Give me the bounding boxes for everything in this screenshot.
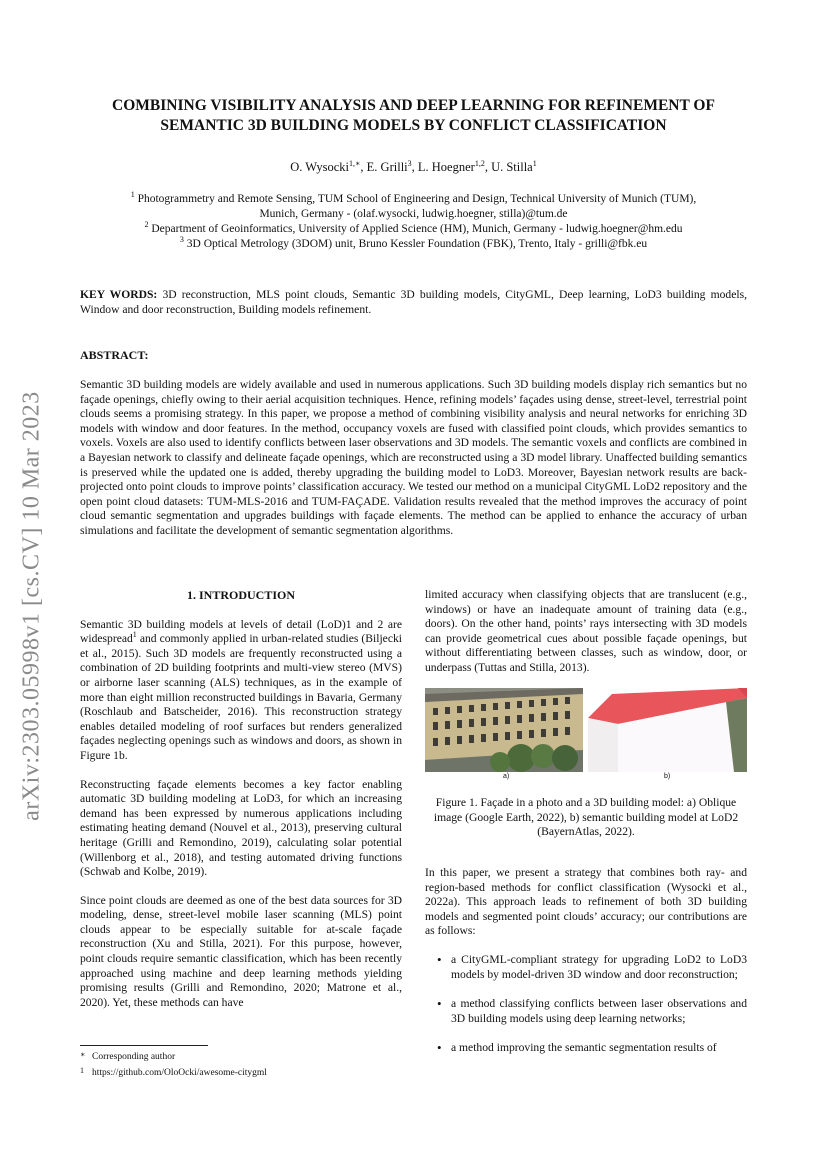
- list-item: • a CityGML-compliant strategy for upgrading LoD2 to LoD3 models by model-driven 3D window and door reconstruction;: [425, 953, 747, 982]
- figure-label-b: b): [664, 773, 671, 780]
- keywords-text: 3D reconstruction, MLS point clouds, Semantic 3D building models, CityGML, Deep learning, LoD3 building models, Window and door reconstruction, Building models refinement.: [80, 288, 747, 316]
- affiliation-3: [80, 237, 747, 252]
- intro-p1-text-b: and commonly applied in urban-related studies (Biljecki et al., 2015). Such 3D models are frequently reconstructed using a combination of 2D building footprints and multi-view stereo (MVS) or airborne laser scanning (ALS) techniques, as in the example of more than eight million reconstructed buildings in Bavaria, Germany (Roschlaub and Batscheider, 2016). This reconstruction strategy enables detailed modeling of roof surfaces but renders generalized façades neglecting openings such as windows and doors, as shown in Figure 1b.: [80, 632, 402, 762]
- paper-title: [80, 96, 747, 136]
- intro-paragraph-2: Reconstructing façade elements becomes a key factor enabling automatic 3D building modeling at LoD3, for which an increasing demand has been expressed by numerous applications including estimating heating demand (Nouvel et al., 2013), preserving cultural heritage (Grilli and Remondino, 2019), calculating solar potential (Willenborg et al., 2018), and testing automated driving functions (Schwab and Kolbe, 2019).: [80, 777, 402, 879]
- footnote-1: [80, 1048, 402, 1064]
- abstract-heading: ABSTRACT:: [80, 348, 149, 362]
- author-3: L. Hoegner: [417, 160, 475, 174]
- affiliation-2-text: Department of Geoinformatics, University of Applied Science (HM), Munich, Germany - ludwig.hoegner@hm.edu: [151, 223, 683, 235]
- figure-label-a: a): [503, 773, 510, 780]
- author-4-affil: 1: [532, 159, 537, 168]
- title-line-2: SEMANTIC 3D BUILDING MODELS BY CONFLICT CLASSIFICATION: [160, 117, 667, 134]
- author-3-affil: 1,2: [474, 159, 485, 168]
- author-1-corresponding-mark: ∗: [354, 159, 361, 168]
- author-4: U. Stilla: [491, 160, 533, 174]
- author-2: E. Grilli: [366, 160, 408, 174]
- affiliation-1: [80, 192, 747, 207]
- list-item: • a method improving the semantic segmentation results of: [425, 1041, 747, 1056]
- figure-1-caption: Figure 1. Façade in a photo and a 3D building model: a) Oblique image (Google Earth, 2022), b) semantic building model at LoD2 (BayernAtlas, 2022).: [433, 796, 739, 839]
- affiliation-2-number: 2: [144, 220, 149, 229]
- footnote-ref-1: 1: [132, 630, 137, 640]
- oblique-photo-image: [425, 688, 583, 772]
- author-1: O. Wysocki: [290, 160, 349, 174]
- author-1-affil: 1,: [348, 159, 355, 168]
- footnote-divider: [80, 1045, 208, 1046]
- author-2-affil: 3: [407, 159, 412, 168]
- affiliation-1-line-2: Munich, Germany - (olaf.wysocki, ludwig.hoegner, stilla)@tum.de: [259, 208, 568, 220]
- footnote-1-mark: ∗: [80, 1050, 86, 1059]
- keywords-label: KEY WORDS:: [80, 288, 158, 301]
- contributions-list: [425, 953, 747, 1056]
- footnote-2: [80, 1064, 402, 1080]
- right-column-bottom: [425, 866, 747, 1071]
- intro-paragraph-1: [80, 618, 402, 764]
- right-column-top: [425, 588, 747, 690]
- figure-1: [425, 688, 747, 788]
- footnote-2-mark: 1: [80, 1066, 84, 1075]
- author-separator: ,: [411, 160, 418, 174]
- author-separator: ,: [360, 160, 367, 174]
- arxiv-id: arXiv:2303.05998v1 [cs.CV] 10 Mar 2023: [18, 391, 45, 821]
- abstract-text: Semantic 3D building models are widely available and used in numerous applications. Such 3D building models display rich semantics but no façade openings, chiefly owing to their aerial acquisition techniques. Hence, refining models’ façades using dense, street-level, terrestrial point clouds seems a promising strategy. In this paper, we propose a method of combining visibility analysis and neural networks for enriching 3D models with window and door features. In the method, occupancy voxels are fused with classified point clouds, which provides semantics to voxels. Voxels are also used to identify conflicts between laser observations and 3D models. The semantic voxels and conflicts are combined in a Bayesian network to classify and delineate façade openings, which are reconstructed using a 3D model library. Unaffected building semantics is preserved while the updated one is added, thereby upgrading the building model to LoD3. Moreover, Bayesian network results are back-projected onto point clouds to improve points’ classification accuracy. We tested our method on a municipal CityGML LoD2 repository and the open point cloud datasets: TUM-MLS-2016 and TUM-FAÇADE. Validation results revealed that the method improves the accuracy of point cloud semantic segmentation and upgrades buildings with façade elements. The method can be applied to enhance the accuracy of urban simulations and facilitate the development of semantic segmentation algorithms.: [80, 378, 747, 537]
- author-separator: ,: [484, 160, 492, 174]
- footnote-2-link[interactable]: https://github.com/OloOcki/awesome-citygml: [92, 1068, 267, 1078]
- affiliations: [80, 192, 747, 252]
- affiliation-3-text: 3D Optical Metrology (3DOM) unit, Bruno Kessler Foundation (FBK), Trento, Italy - grilli@fbk.eu: [186, 238, 648, 250]
- left-column: [80, 588, 402, 1024]
- affiliation-1-number: 1: [130, 190, 135, 199]
- author-list: [80, 160, 747, 175]
- right-paragraph-2: In this paper, we present a strategy that combines both ray- and region-based methods for conflict classification (Wysocki et al., 2022a). This approach leads to refinement of both 3D building models and segmented point clouds’ accuracy; our contributions are as follows:: [425, 866, 747, 938]
- lod2-model-image: [588, 688, 747, 772]
- list-item: • a method classifying conflicts between laser observations and 3D building models using deep learning networks;: [425, 997, 747, 1026]
- affiliation-1-line-1: Photogrammetry and Remote Sensing, TUM School of Engineering and Design, Technical University of Munich (TUM),: [137, 193, 697, 205]
- title-line-1: COMBINING VISIBILITY ANALYSIS AND DEEP LEARNING FOR REFINEMENT OF: [112, 97, 715, 114]
- intro-paragraph-3: Since point clouds are deemed as one of the best data sources for 3D modeling, dense, street-level mobile laser scanning (MLS) point clouds appear to be especially suitable for at-scale façade reconstruction (Xu and Stilla, 2021). For this purpose, however, point clouds require semantic classification, which has been recently approached using machine and deep learning methods yielding promising results (Grilli and Remondino, 2020; Matrone et al., 2020). Yet, these methods can have: [80, 893, 402, 1009]
- right-paragraph-1: limited accuracy when classifying objects that are translucent (e.g., windows) or have an inadequate amount of training data (e.g., doors). On the other hand, points’ rays intersecting with 3D models can provide geometrical cues about possible façade openings, but without differentiating between classes, such as window, door, or underpass (Tuttas and Stilla, 2013).: [425, 588, 747, 674]
- section-heading-introduction: 1. INTRODUCTION: [186, 588, 295, 602]
- arxiv-sidebar-stamp: [12, 356, 52, 856]
- keywords-block: [80, 287, 747, 317]
- footnotes: [80, 1048, 402, 1080]
- intro-p1-text-a: Semantic 3D building models at levels of detail (LoD)1 and 2 are widespread: [80, 617, 402, 646]
- affiliation-3-number: 3: [179, 235, 184, 244]
- footnote-1-text: Corresponding author: [92, 1052, 176, 1062]
